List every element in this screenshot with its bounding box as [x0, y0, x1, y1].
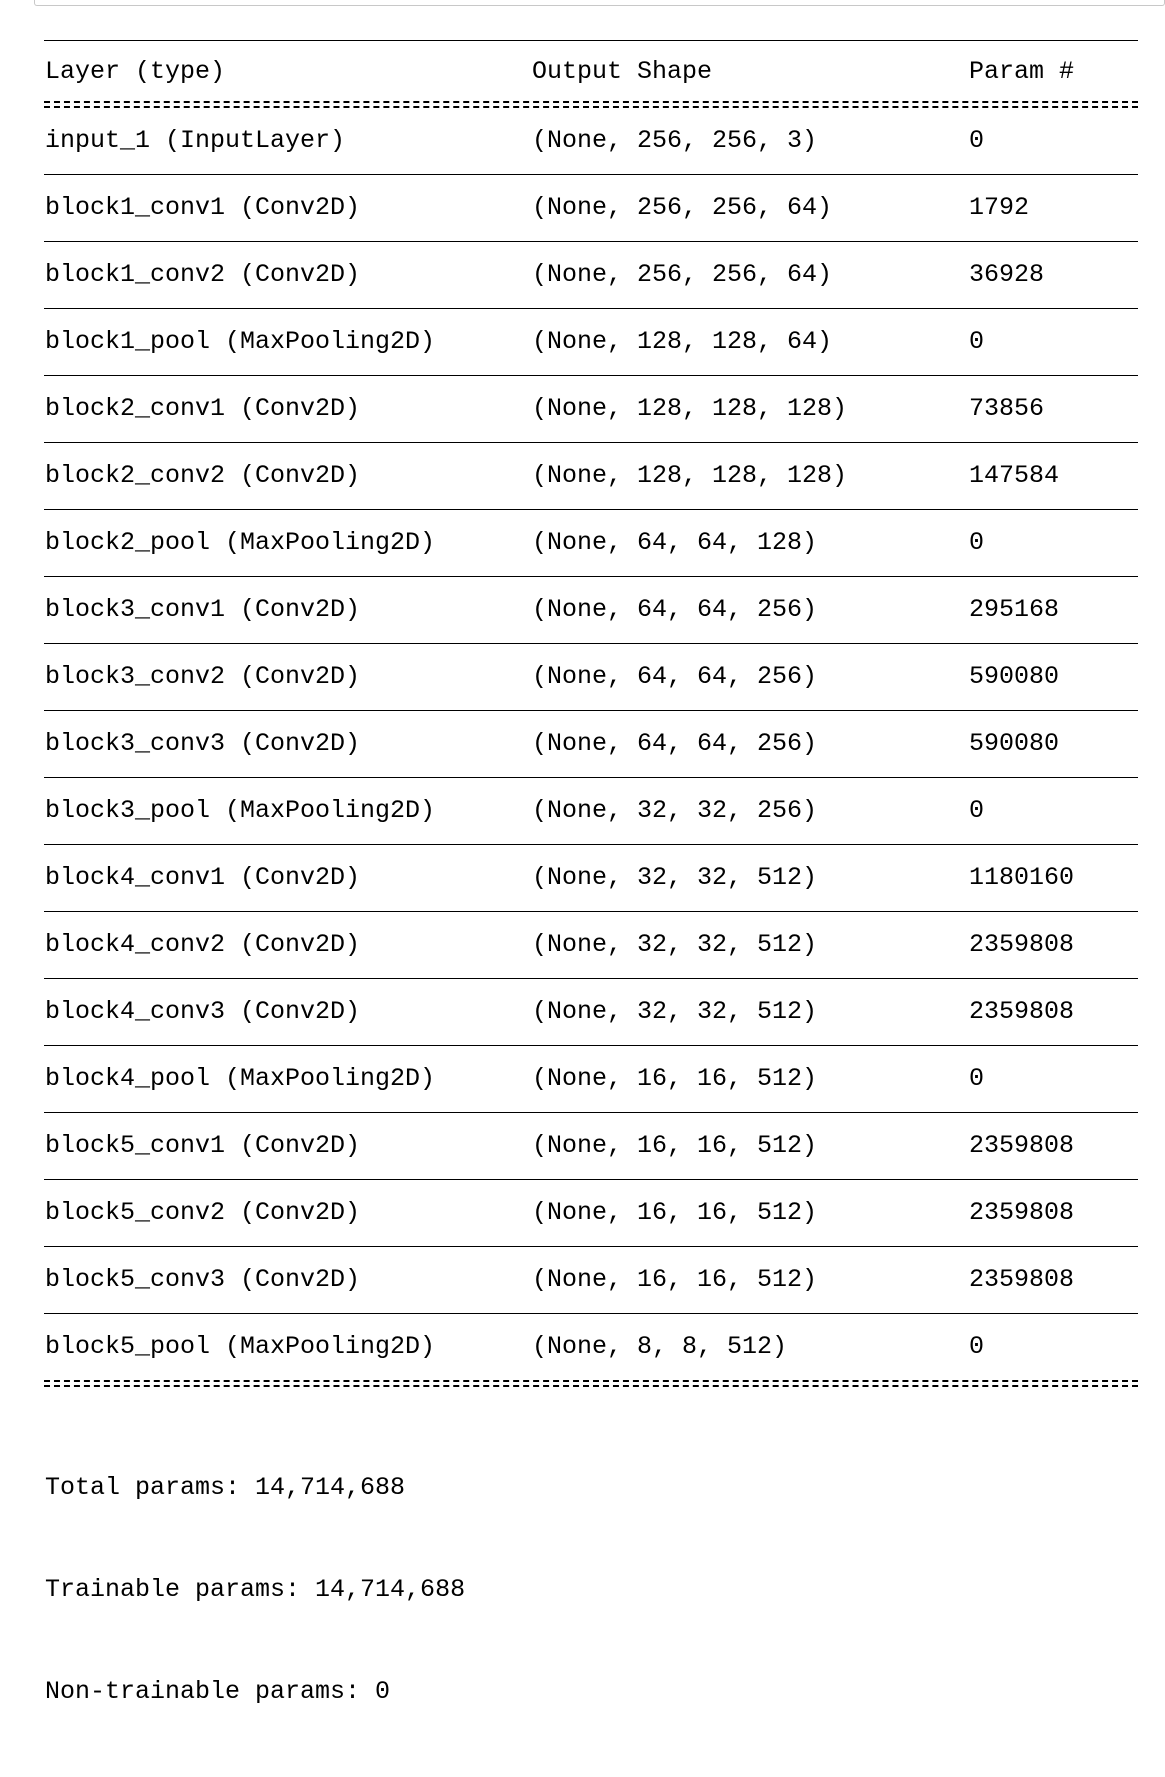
param-count: 0	[969, 1332, 985, 1361]
param-count: 0	[969, 796, 985, 825]
layer-name: block1_conv2 (Conv2D)	[45, 260, 361, 289]
table-row	[44, 1046, 1138, 1112]
layer-name: block5_conv1 (Conv2D)	[45, 1131, 361, 1160]
param-count: 2359808	[969, 1265, 1075, 1294]
param-count: 73856	[969, 394, 1045, 423]
output-shape: (None, 256, 256, 64)	[532, 260, 833, 289]
layer-name: block5_conv3 (Conv2D)	[45, 1265, 361, 1294]
table-row	[44, 376, 1138, 442]
output-shape: (None, 256, 256, 3)	[532, 126, 818, 155]
param-count: 590080	[969, 662, 1060, 691]
table-row	[44, 1113, 1138, 1179]
layer-name: block2_pool (MaxPooling2D)	[45, 528, 436, 557]
param-count: 295168	[969, 595, 1060, 624]
layer-name: block5_conv2 (Conv2D)	[45, 1198, 361, 1227]
output-shape: (None, 32, 32, 256)	[532, 796, 818, 825]
output-shape: (None, 16, 16, 512)	[532, 1064, 818, 1093]
table-row	[44, 1314, 1138, 1380]
layer-name: block3_conv3 (Conv2D)	[45, 729, 361, 758]
header-row	[44, 41, 1138, 101]
table-row	[44, 108, 1138, 174]
param-count: 0	[969, 126, 985, 155]
layer-rows	[44, 108, 1138, 1380]
header-layer: Layer (type)	[45, 57, 226, 86]
output-shape: (None, 128, 128, 64)	[532, 327, 833, 356]
output-shape: (None, 64, 64, 256)	[532, 729, 818, 758]
output-shape: (None, 256, 256, 64)	[532, 193, 833, 222]
table-row	[44, 778, 1138, 844]
output-shape: (None, 16, 16, 512)	[532, 1265, 818, 1294]
table-row	[44, 242, 1138, 308]
layer-name: block3_conv2 (Conv2D)	[45, 662, 361, 691]
param-count: 1180160	[969, 863, 1075, 892]
table-row	[44, 443, 1138, 509]
param-count: 2359808	[969, 997, 1075, 1026]
table-row	[44, 711, 1138, 777]
param-count: 2359808	[969, 930, 1075, 959]
non-trainable-params: Non-trainable params: 0	[45, 1677, 391, 1706]
output-shape: (None, 128, 128, 128)	[532, 394, 848, 423]
total-params: Total params: 14,714,688	[45, 1473, 406, 1502]
model-summary	[44, 40, 1138, 1777]
trainable-params: Trainable params: 14,714,688	[45, 1575, 466, 1604]
param-count: 2359808	[969, 1198, 1075, 1227]
output-shape: (None, 32, 32, 512)	[532, 930, 818, 959]
table-row	[44, 1180, 1138, 1246]
layer-name: block4_conv3 (Conv2D)	[45, 997, 361, 1026]
layer-name: block1_conv1 (Conv2D)	[45, 193, 361, 222]
output-shape: (None, 16, 16, 512)	[532, 1131, 818, 1160]
output-shape: (None, 64, 64, 256)	[532, 662, 818, 691]
table-row	[44, 912, 1138, 978]
header-double-rule	[44, 101, 1138, 108]
param-count: 0	[969, 528, 985, 557]
layer-name: block2_conv2 (Conv2D)	[45, 461, 361, 490]
output-shape: (None, 32, 32, 512)	[532, 863, 818, 892]
table-row	[44, 845, 1138, 911]
table-row	[44, 309, 1138, 375]
table-row	[44, 510, 1138, 576]
layer-name: block3_pool (MaxPooling2D)	[45, 796, 436, 825]
layer-name: block4_conv1 (Conv2D)	[45, 863, 361, 892]
layer-name: input_1 (InputLayer)	[45, 126, 346, 155]
param-count: 0	[969, 327, 985, 356]
output-cell-border	[34, 0, 1165, 6]
footer-double-rule	[44, 1380, 1138, 1387]
header-param-count: Param #	[969, 57, 1075, 86]
table-row	[44, 644, 1138, 710]
param-count: 590080	[969, 729, 1060, 758]
output-shape: (None, 8, 8, 512)	[532, 1332, 788, 1361]
param-count: 147584	[969, 461, 1060, 490]
param-count: 36928	[969, 260, 1045, 289]
param-count: 2359808	[969, 1131, 1075, 1160]
table-row	[44, 979, 1138, 1045]
layer-name: block4_pool (MaxPooling2D)	[45, 1064, 436, 1093]
layer-name: block5_pool (MaxPooling2D)	[45, 1332, 436, 1361]
output-shape: (None, 128, 128, 128)	[532, 461, 848, 490]
output-shape: (None, 32, 32, 512)	[532, 997, 818, 1026]
layer-name: block3_conv1 (Conv2D)	[45, 595, 361, 624]
output-shape: (None, 64, 64, 128)	[532, 528, 818, 557]
table-row	[44, 1247, 1138, 1313]
header-output-shape: Output Shape	[532, 57, 713, 86]
param-count: 0	[969, 1064, 985, 1093]
output-shape: (None, 16, 16, 512)	[532, 1198, 818, 1227]
param-count: 1792	[969, 193, 1030, 222]
table-row	[44, 577, 1138, 643]
layer-name: block2_conv1 (Conv2D)	[45, 394, 361, 423]
totals	[44, 1387, 1138, 1777]
layer-name: block4_conv2 (Conv2D)	[45, 930, 361, 959]
output-shape: (None, 64, 64, 256)	[532, 595, 818, 624]
table-row	[44, 175, 1138, 241]
layer-name: block1_pool (MaxPooling2D)	[45, 327, 436, 356]
